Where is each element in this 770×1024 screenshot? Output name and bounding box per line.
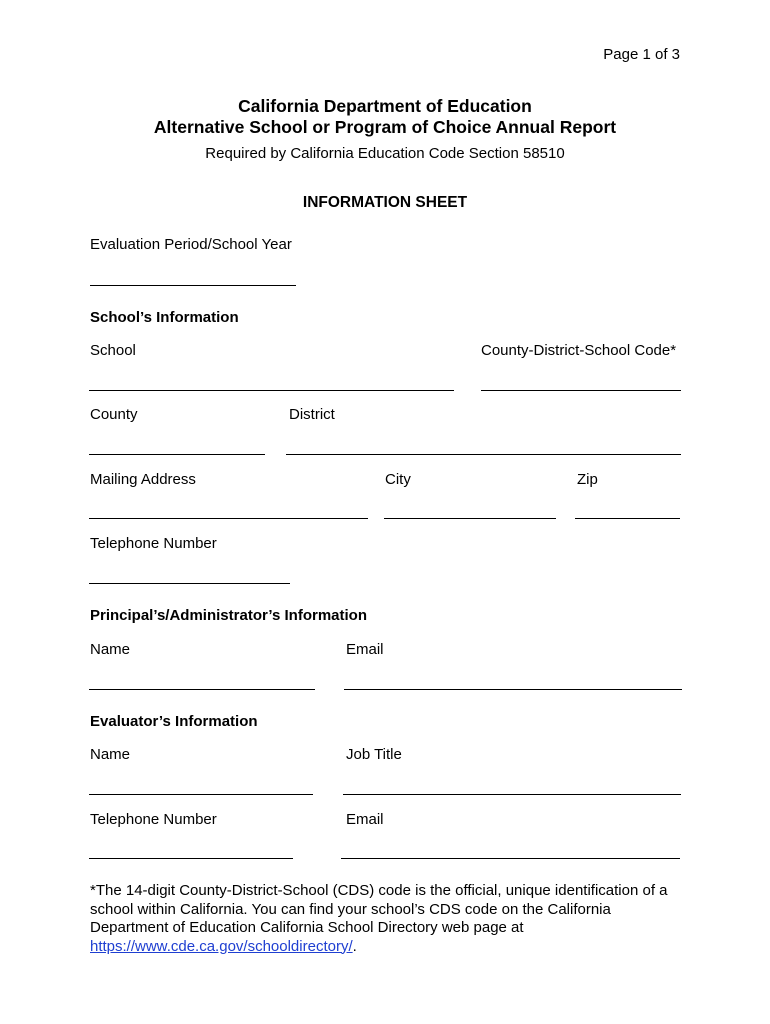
page-number: Page 1 of 3 xyxy=(603,46,680,63)
evaluation-period-label: Evaluation Period/School Year xyxy=(90,236,292,253)
city-field[interactable] xyxy=(384,518,556,519)
job-title-label: Job Title xyxy=(346,746,402,763)
cds-code-label: County-District-School Code* xyxy=(481,342,677,359)
zip-label: Zip xyxy=(577,471,598,488)
schools-information-heading: School’s Information xyxy=(90,309,239,326)
district-field[interactable] xyxy=(286,454,681,455)
footnote-suffix: . xyxy=(352,937,357,955)
zip-field[interactable] xyxy=(575,518,680,519)
cds-code-field[interactable] xyxy=(481,390,681,391)
evaluator-telephone-field[interactable] xyxy=(89,858,293,859)
school-directory-link[interactable]: https://www.cde.ca.gov/schooldirectory/ xyxy=(90,937,353,955)
job-title-field[interactable] xyxy=(343,794,681,795)
school-telephone-field[interactable] xyxy=(89,583,290,584)
school-telephone-label: Telephone Number xyxy=(90,535,217,552)
evaluator-email-field[interactable] xyxy=(341,858,680,859)
evaluator-telephone-label: Telephone Number xyxy=(90,811,217,828)
cds-footnote xyxy=(90,882,690,956)
mailing-address-label: Mailing Address xyxy=(90,471,196,488)
mailing-address-field[interactable] xyxy=(89,518,368,519)
school-label: School xyxy=(90,342,136,359)
sheet-title: INFORMATION SHEET xyxy=(302,194,468,211)
evaluator-information-heading: Evaluator’s Information xyxy=(90,713,258,730)
principal-email-field[interactable] xyxy=(344,689,682,690)
principal-information-heading: Principal’s/Administrator’s Information xyxy=(90,607,367,624)
evaluator-email-label: Email xyxy=(346,811,384,828)
city-label: City xyxy=(385,471,411,488)
principal-name-label: Name xyxy=(90,641,131,658)
principal-email-label: Email xyxy=(346,641,384,658)
footnote-text: *The 14-digit County-District-School (CDS) code is the official, unique identification of a school within California. You can find your school’s CDS code on the California Department of Education California School Directory web page at xyxy=(90,882,668,936)
school-field[interactable] xyxy=(89,390,454,391)
evaluation-period-field[interactable] xyxy=(90,285,296,286)
evaluator-name-field[interactable] xyxy=(89,794,313,795)
county-label: County xyxy=(90,406,138,423)
county-field[interactable] xyxy=(89,454,265,455)
principal-name-field[interactable] xyxy=(89,689,315,690)
district-label: District xyxy=(289,406,335,423)
document-title: California Department of Education xyxy=(238,96,532,116)
evaluator-name-label: Name xyxy=(90,746,131,763)
document-subtitle: Required by California Education Code Section 58510 xyxy=(205,145,565,162)
report-title: Alternative School or Program of Choice Annual Report xyxy=(153,117,617,137)
